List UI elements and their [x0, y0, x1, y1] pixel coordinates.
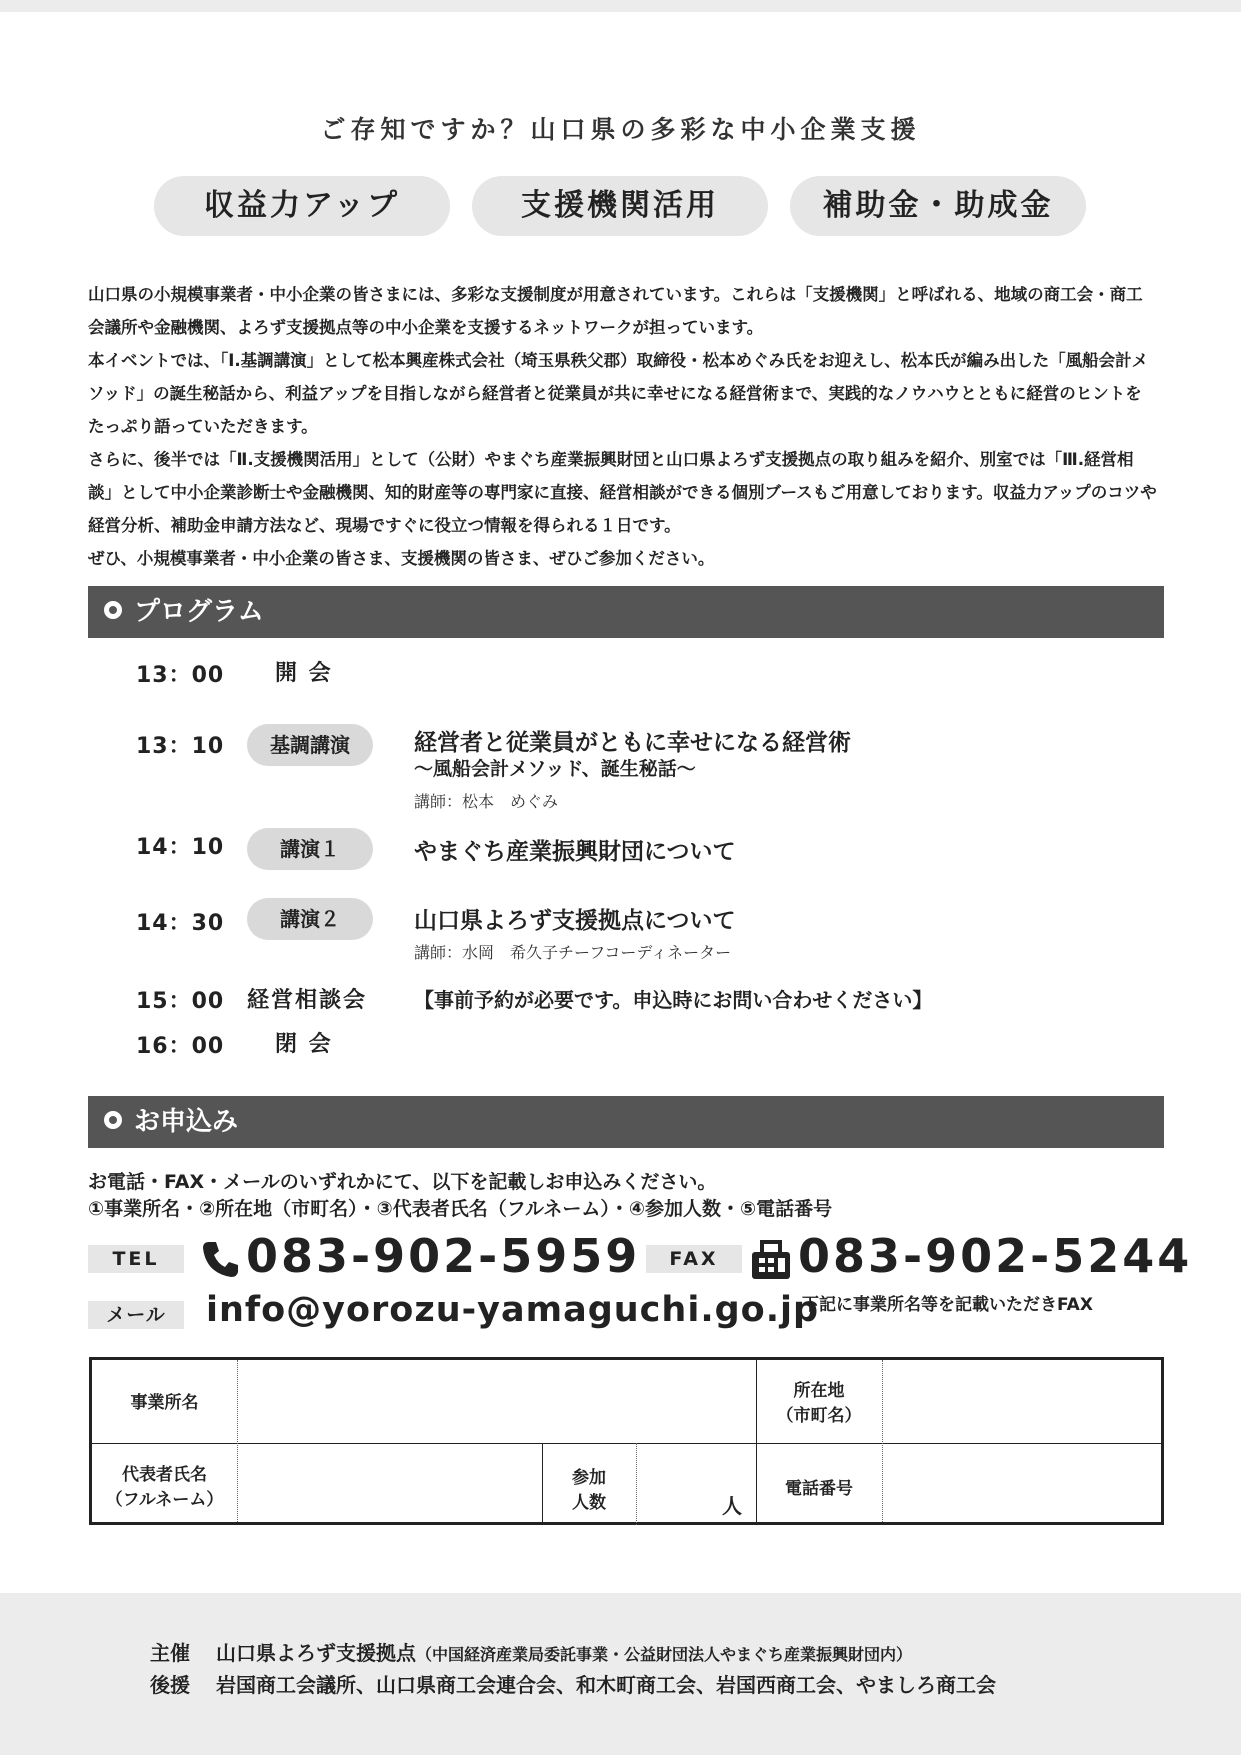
- fax-icon: [750, 1240, 792, 1280]
- host-name: 山口県よろず支援拠点: [216, 1641, 416, 1665]
- attendees-label: [542, 1463, 636, 1513]
- pill-support: 支援機関活用: [472, 176, 768, 236]
- host-key: 主催: [150, 1641, 190, 1665]
- tel-number[interactable]: 083-902-5959: [246, 1229, 641, 1283]
- program-time: 16：00: [136, 1034, 225, 1059]
- tel-label: TEL: [88, 1245, 184, 1273]
- fax-note: 下記に事業所名等を記載いただきFAX: [802, 1295, 1093, 1315]
- program-note: 【事前予約が必要です。申込時にお問い合わせください】: [414, 988, 933, 1012]
- representative-label: [92, 1460, 237, 1510]
- phone-field[interactable]: [883, 1444, 1164, 1525]
- host-note: （中国経済産業局委託事業・公益財団法人やまぐち産業振興財団内）: [416, 1645, 913, 1664]
- program-lecturer: 講師：水岡 希久子チーフコーディネーター: [414, 943, 732, 962]
- application-form: [89, 1357, 1164, 1525]
- attendees-unit: 人: [722, 1494, 742, 1518]
- circle-bullet-icon: [104, 601, 122, 619]
- program-label: 閉 会: [275, 1032, 333, 1057]
- program-lecturer: 講師：松本 めぐみ: [414, 792, 559, 811]
- program-heading-bar: [88, 586, 1164, 638]
- program-subtitle: ～風船会計メソッド、誕生秘話～: [414, 758, 696, 780]
- program-title: 山口県よろず支援拠点について: [414, 908, 736, 934]
- program-tag: 基調講演: [247, 724, 373, 766]
- representative-label-line: （フルネーム）: [105, 1490, 224, 1510]
- program-time: 15：00: [136, 989, 225, 1014]
- business-name-label: 事業所名: [130, 1393, 199, 1413]
- program-title: やまぐち産業振興財団について: [414, 839, 736, 865]
- intro-paragraph: ぜひ、小規模事業者・中小企業の皆さま、支援機関の皆さま、ぜひご参加ください。: [88, 549, 715, 568]
- program-time: 13：00: [136, 663, 225, 688]
- intro-paragraph: 山口県の小規模事業者・中小企業の皆さまには、多彩な支援制度が用意されています。これらは「支援機関」と呼ばれる、地域の商工会・商工会議所や金融機関、よろず支援拠点等の中小企業を支援するネットワークが担っています。: [88, 285, 1143, 337]
- program-heading: プログラム: [134, 597, 264, 627]
- program-label: 経営相談会: [247, 988, 368, 1013]
- email-address[interactable]: info@yorozu-yamaguchi.go.jp: [206, 1290, 820, 1330]
- apply-instruction: お電話・FAX・メールのいずれかにて、以下を記載しお申込みください。: [88, 1171, 717, 1193]
- footer: [0, 1593, 1241, 1755]
- fax-number[interactable]: 083-902-5244: [798, 1229, 1193, 1283]
- top-band: [0, 0, 1241, 12]
- phone-icon: [200, 1239, 240, 1279]
- apply-items: ①事業所名・②所在地（市町名）・③代表者氏名（フルネーム）・④参加人数・⑤電話番号: [88, 1198, 833, 1220]
- pill-profit: 収益力アップ: [154, 176, 450, 236]
- program-time: 13：10: [136, 734, 225, 759]
- apply-heading-bar: [88, 1096, 1164, 1148]
- circle-bullet-icon: [104, 1111, 122, 1129]
- support-key: 後援: [150, 1673, 190, 1697]
- program-tag: 講演２: [247, 898, 373, 940]
- program-time: 14：10: [136, 835, 225, 860]
- program-time: 14：30: [136, 911, 225, 936]
- fax-label: FAX: [646, 1245, 742, 1273]
- intro-text: [88, 278, 1158, 575]
- location-label-line: 所在地: [793, 1381, 845, 1401]
- pill-subsidy: 補助金・助成金: [790, 176, 1086, 236]
- support-list: 岩国商工会議所、山口県商工会連合会、和木町商工会、岩国西商工会、やましろ商工会: [216, 1673, 996, 1697]
- host-row: [150, 1637, 912, 1666]
- mail-label: メール: [88, 1301, 184, 1329]
- representative-field[interactable]: [238, 1444, 542, 1525]
- location-field[interactable]: [883, 1360, 1164, 1443]
- intro-paragraph: 本イベントでは、「Ⅰ.基調講演」として松本興産株式会社（埼玉県秩父郡）取締役・松本めぐみ氏をお迎えし、松本氏が編み出した「風船会計メソッド」の誕生秘話から、利益アップを目指しながら経営者と従業員が共に幸せになる経営術まで、実践的なノウハウとともに経営のヒントをたっぷり語っていただきます。: [88, 351, 1149, 436]
- location-label-line: （市町名）: [776, 1406, 862, 1426]
- attendees-label-line: 人数: [572, 1493, 606, 1513]
- headline: ご存知ですか？山口県の多彩な中小企業支援: [320, 115, 921, 144]
- program-label: 開 会: [275, 661, 333, 686]
- apply-heading: お申込み: [134, 1107, 239, 1137]
- intro-paragraph: さらに、後半では「Ⅱ.支援機関活用」として（公財）やまぐち産業振興財団と山口県よろず支援拠点の取り組みを紹介、別室では「Ⅲ.経営相談」として中小企業診断士や金融機関、知的財産等の専門家に直接、経営相談ができる個別ブースもご用意しております。収益力アップのコツや経営分析、補助金申請方法など、現場ですぐに役立つ情報を得られる１日です。: [88, 450, 1157, 535]
- program-title: 経営者と従業員がともに幸せになる経営術: [414, 730, 851, 756]
- phone-label: 電話番号: [785, 1479, 853, 1499]
- location-label: [756, 1376, 882, 1426]
- attendees-label-line: 参加: [572, 1468, 606, 1488]
- representative-label-line: 代表者氏名: [122, 1465, 207, 1485]
- business-name-field[interactable]: [238, 1360, 756, 1443]
- program-tag: 講演１: [247, 828, 373, 870]
- support-row: [150, 1669, 996, 1698]
